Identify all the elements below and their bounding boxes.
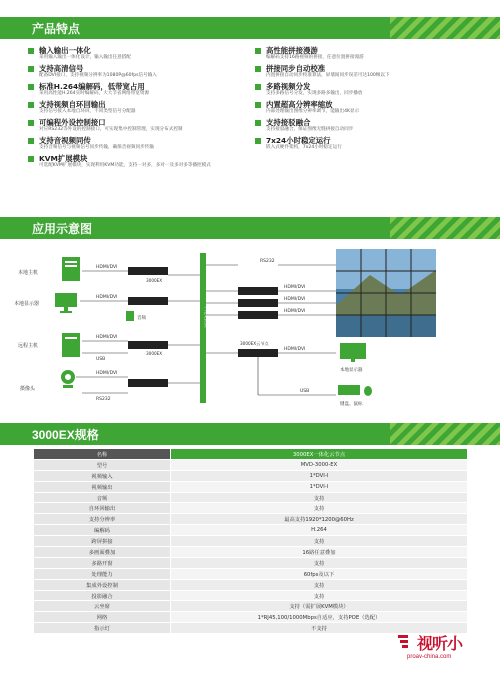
features-left-column xyxy=(28,46,243,172)
feature-description: 支持信号接入本地自环回，不同类型信号分配器 xyxy=(39,109,136,114)
left-device-label-1: 本地显示器 xyxy=(14,301,40,307)
spec-value: 支持（需扩展KVM模块） xyxy=(171,601,468,612)
left-device-label-3: 摄像头 xyxy=(20,386,36,392)
right-device-label-0: 本地显示器 xyxy=(340,368,363,373)
bullet-square-icon xyxy=(28,156,34,162)
feature-heading xyxy=(28,46,243,55)
right-node-label: 3000EX云节点 xyxy=(240,341,269,346)
gigabit-switch xyxy=(200,253,206,403)
spec-row xyxy=(34,601,468,612)
spec-key: 集成外设控制 xyxy=(34,579,171,590)
spec-value: 1*DVI-I xyxy=(171,481,468,492)
feature-heading xyxy=(28,154,243,163)
remote-host-icon xyxy=(62,333,80,357)
feature-item xyxy=(28,154,243,169)
spec-value: 支持 xyxy=(171,536,468,547)
spec-value: 16路任意叠加 xyxy=(171,547,468,558)
feature-heading xyxy=(255,136,470,145)
feature-item xyxy=(28,100,243,115)
feature-description: 编解码支持16路视频的拼接，任意位置拼接漫游 xyxy=(266,55,364,60)
camera-icon xyxy=(61,370,75,388)
spec-key: 云坐席 xyxy=(34,601,171,612)
feature-title: 支持高清信号 xyxy=(39,64,84,73)
feature-title: 支持音视频同传 xyxy=(39,136,91,145)
bullet-square-icon xyxy=(255,102,261,108)
feature-title: 支持视频自环回输出 xyxy=(39,100,106,109)
feature-item xyxy=(255,136,470,151)
bullet-square-icon xyxy=(255,120,261,126)
bullet-square-icon xyxy=(28,66,34,72)
spec-header-name: 名称 xyxy=(34,449,171,460)
feature-description: 配备DVI接口，支持视频分辨率为1080P@60fps信号输入 xyxy=(39,73,157,78)
link-label-1: HDMI/DVI xyxy=(96,295,118,300)
feature-item xyxy=(28,82,243,97)
link-label-2: HDMI/DVI xyxy=(96,335,118,340)
spec-key: 视频输入 xyxy=(34,470,171,481)
link-label-5: USB xyxy=(96,357,106,362)
features-section-bar xyxy=(0,17,500,39)
spec-row xyxy=(34,612,468,623)
feature-description: 支持接驳融合，保证图像无缝拼接自动同步 xyxy=(266,127,354,132)
feature-item xyxy=(28,46,243,61)
usb-label: USB xyxy=(300,389,310,394)
link-label-4: RS232 xyxy=(96,397,111,402)
logo xyxy=(395,628,495,668)
audio-label: 音频 xyxy=(137,316,146,321)
stripe-decoration xyxy=(390,423,500,445)
spec-key: 指示灯 xyxy=(34,623,171,634)
feature-item xyxy=(255,118,470,133)
bullet-square-icon xyxy=(28,120,34,126)
spec-row xyxy=(34,459,468,470)
feature-description: 对应RS232等外设的控制接口，可实现集中控制管理，实现分布式控制 xyxy=(39,127,183,132)
spec-key: 处理能力 xyxy=(34,568,171,579)
feature-title: 多路视频分发 xyxy=(266,82,311,91)
right-link-label-2: HDMI/DVI xyxy=(284,297,306,302)
feature-description: 嵌入式硬件架构，7x24小时稳定运行 xyxy=(266,145,342,150)
bullet-square-icon xyxy=(255,48,261,54)
feature-title: 高性能拼接漫游 xyxy=(266,46,318,55)
spec-key: 视频输出 xyxy=(34,481,171,492)
spec-row xyxy=(34,481,468,492)
spec-value: 支持 xyxy=(171,492,468,503)
right-device-label-1: 键盘、鼠标 xyxy=(340,402,363,407)
node-label-0: 3000EX xyxy=(146,278,163,283)
bullet-square-icon xyxy=(28,84,34,90)
local-host-icon xyxy=(62,257,80,281)
feature-title: KVM扩展模块 xyxy=(39,154,88,163)
bullet-square-icon xyxy=(28,102,34,108)
spec-value: 最高支持1920*1200@60Hz xyxy=(171,514,468,525)
spec-value: H.264 xyxy=(171,525,468,536)
feature-title: 支持接驳融合 xyxy=(266,118,311,127)
feature-item xyxy=(28,64,243,79)
feature-description: 支持多路信号分发，实现多路多输出，同步播放 xyxy=(266,91,363,96)
bullet-square-icon xyxy=(28,138,34,144)
spec-row xyxy=(34,525,468,536)
spec-key: 自环回输出 xyxy=(34,503,171,514)
spec-row xyxy=(34,492,468,503)
feature-heading xyxy=(28,82,243,91)
spec-row xyxy=(34,590,468,601)
spec-row xyxy=(34,547,468,558)
diagram-title: 应用示意图 xyxy=(32,222,93,236)
feature-heading xyxy=(28,64,243,73)
spec-table xyxy=(33,448,468,634)
spec-value: 1*DVI-I xyxy=(171,470,468,481)
link-label-0: HDMI/DVI xyxy=(96,265,118,270)
feature-heading xyxy=(255,82,470,91)
feature-heading xyxy=(28,136,243,145)
node-label-1: 3000EX xyxy=(146,351,163,356)
bullet-square-icon xyxy=(255,66,261,72)
feature-title: 拼接同步自动校准 xyxy=(266,64,326,73)
spec-header-row xyxy=(34,449,468,460)
spec-key: 多画面叠加 xyxy=(34,547,171,558)
keyboard-mouse-icon xyxy=(338,385,372,396)
stripe-decoration xyxy=(390,17,500,39)
features-title: 产品特点 xyxy=(32,22,81,36)
spec-header-product: 3000EX一体化云节点 xyxy=(171,449,468,460)
feature-title: 7x24小时稳定运行 xyxy=(266,136,331,145)
right-link-label-3: HDMI/DVI xyxy=(284,309,306,314)
spec-key: 跨屏拼接 xyxy=(34,536,171,547)
right-link-label-4: HDMI/DVI xyxy=(284,347,306,352)
feature-item xyxy=(255,100,470,115)
diagram-section-bar xyxy=(0,217,500,239)
spec-value: 60fps及以下 xyxy=(171,568,468,579)
left-device-label-0: 本地主机 xyxy=(18,270,39,276)
spec-row xyxy=(34,536,468,547)
right-link-label-0: RS232 xyxy=(260,259,275,264)
spec-row xyxy=(34,514,468,525)
spec-key: 支持分辨率 xyxy=(34,514,171,525)
spec-row xyxy=(34,470,468,481)
feature-item xyxy=(255,46,470,61)
features-right-column xyxy=(255,46,470,154)
feature-title: 内置超高分辨率缩放 xyxy=(266,100,333,109)
spec-key: 编解码 xyxy=(34,525,171,536)
feature-heading xyxy=(28,118,243,127)
cloud-node-box xyxy=(128,267,168,387)
feature-heading xyxy=(255,64,470,73)
spec-row xyxy=(34,579,468,590)
feature-description: 采用高性能H.264实时编解码，大大节省网络带宽资源 xyxy=(39,91,150,96)
spec-section-bar xyxy=(0,423,500,445)
feature-heading xyxy=(255,100,470,109)
feature-title: 标准H.264编解码，低带宽占用 xyxy=(39,82,145,91)
spec-key: 多路开窗 xyxy=(34,557,171,568)
feature-item xyxy=(255,82,470,97)
spec-title: 3000EX规格 xyxy=(32,428,99,442)
feature-title: 输入输出一体化 xyxy=(39,46,91,55)
spec-key: 网络 xyxy=(34,612,171,623)
audio-speaker-icon xyxy=(126,311,134,321)
left-device-label-2: 远程主机 xyxy=(18,343,39,349)
link-label-3: HDMI/DVI xyxy=(96,371,118,376)
feature-heading xyxy=(255,118,470,127)
spec-key: 音频 xyxy=(34,492,171,503)
logo-mark-icon xyxy=(397,633,415,651)
spec-row xyxy=(34,568,468,579)
feature-heading xyxy=(255,46,470,55)
spec-value: 支持 xyxy=(171,579,468,590)
spec-key: 型号 xyxy=(34,459,171,470)
application-diagram xyxy=(0,245,500,415)
feature-description: 内部处理输出图像分辨率调节，能输出4K显示 xyxy=(266,109,360,114)
bullet-square-icon xyxy=(255,138,261,144)
switch-label: 千兆交换机 xyxy=(203,305,208,328)
bullet-square-icon xyxy=(28,48,34,54)
logo-brand: 视听小 xyxy=(417,634,463,653)
feature-item xyxy=(28,118,243,133)
spec-row xyxy=(34,557,468,568)
spec-value: 支持 xyxy=(171,503,468,514)
right-monitor-icon xyxy=(340,343,366,362)
spec-row xyxy=(34,503,468,514)
feature-description: 内置拼接自动同步校准算法，屏墙间同步误差可达100帧以下 xyxy=(266,73,390,78)
spec-value: 不支持 xyxy=(171,623,468,634)
feature-title: 可编程外设控制接口 xyxy=(39,118,106,127)
feature-description: 采用输入输出一体化设计，输入输出任意搭配 xyxy=(39,55,131,60)
feature-heading xyxy=(28,100,243,109)
spec-value: 1*RJ45,100/1000Mbps自适应，支持POE（选配） xyxy=(171,612,468,623)
spec-value: 支持 xyxy=(171,557,468,568)
bullet-square-icon xyxy=(255,84,261,90)
feature-description: 可选配KVM扩展模块，实现利用KVM功能，支持一对多，多对一及多对多等播控模式 xyxy=(39,163,211,168)
feature-item xyxy=(255,64,470,79)
right-node-boxes xyxy=(238,287,278,357)
right-link-label-1: HDMI/DVI xyxy=(284,285,306,290)
logo-url: proav-china.com xyxy=(407,654,452,660)
spec-value: 支持 xyxy=(171,590,468,601)
spec-key: 投影融合 xyxy=(34,590,171,601)
feature-description: 支持音频信号与视频信号同步传输，确保音视频同步传输 xyxy=(39,145,154,150)
stripe-decoration xyxy=(390,217,500,239)
local-monitor-icon xyxy=(55,293,77,313)
feature-item xyxy=(28,136,243,151)
spec-value: MVD-3000-EX xyxy=(171,459,468,470)
video-wall xyxy=(336,249,436,337)
